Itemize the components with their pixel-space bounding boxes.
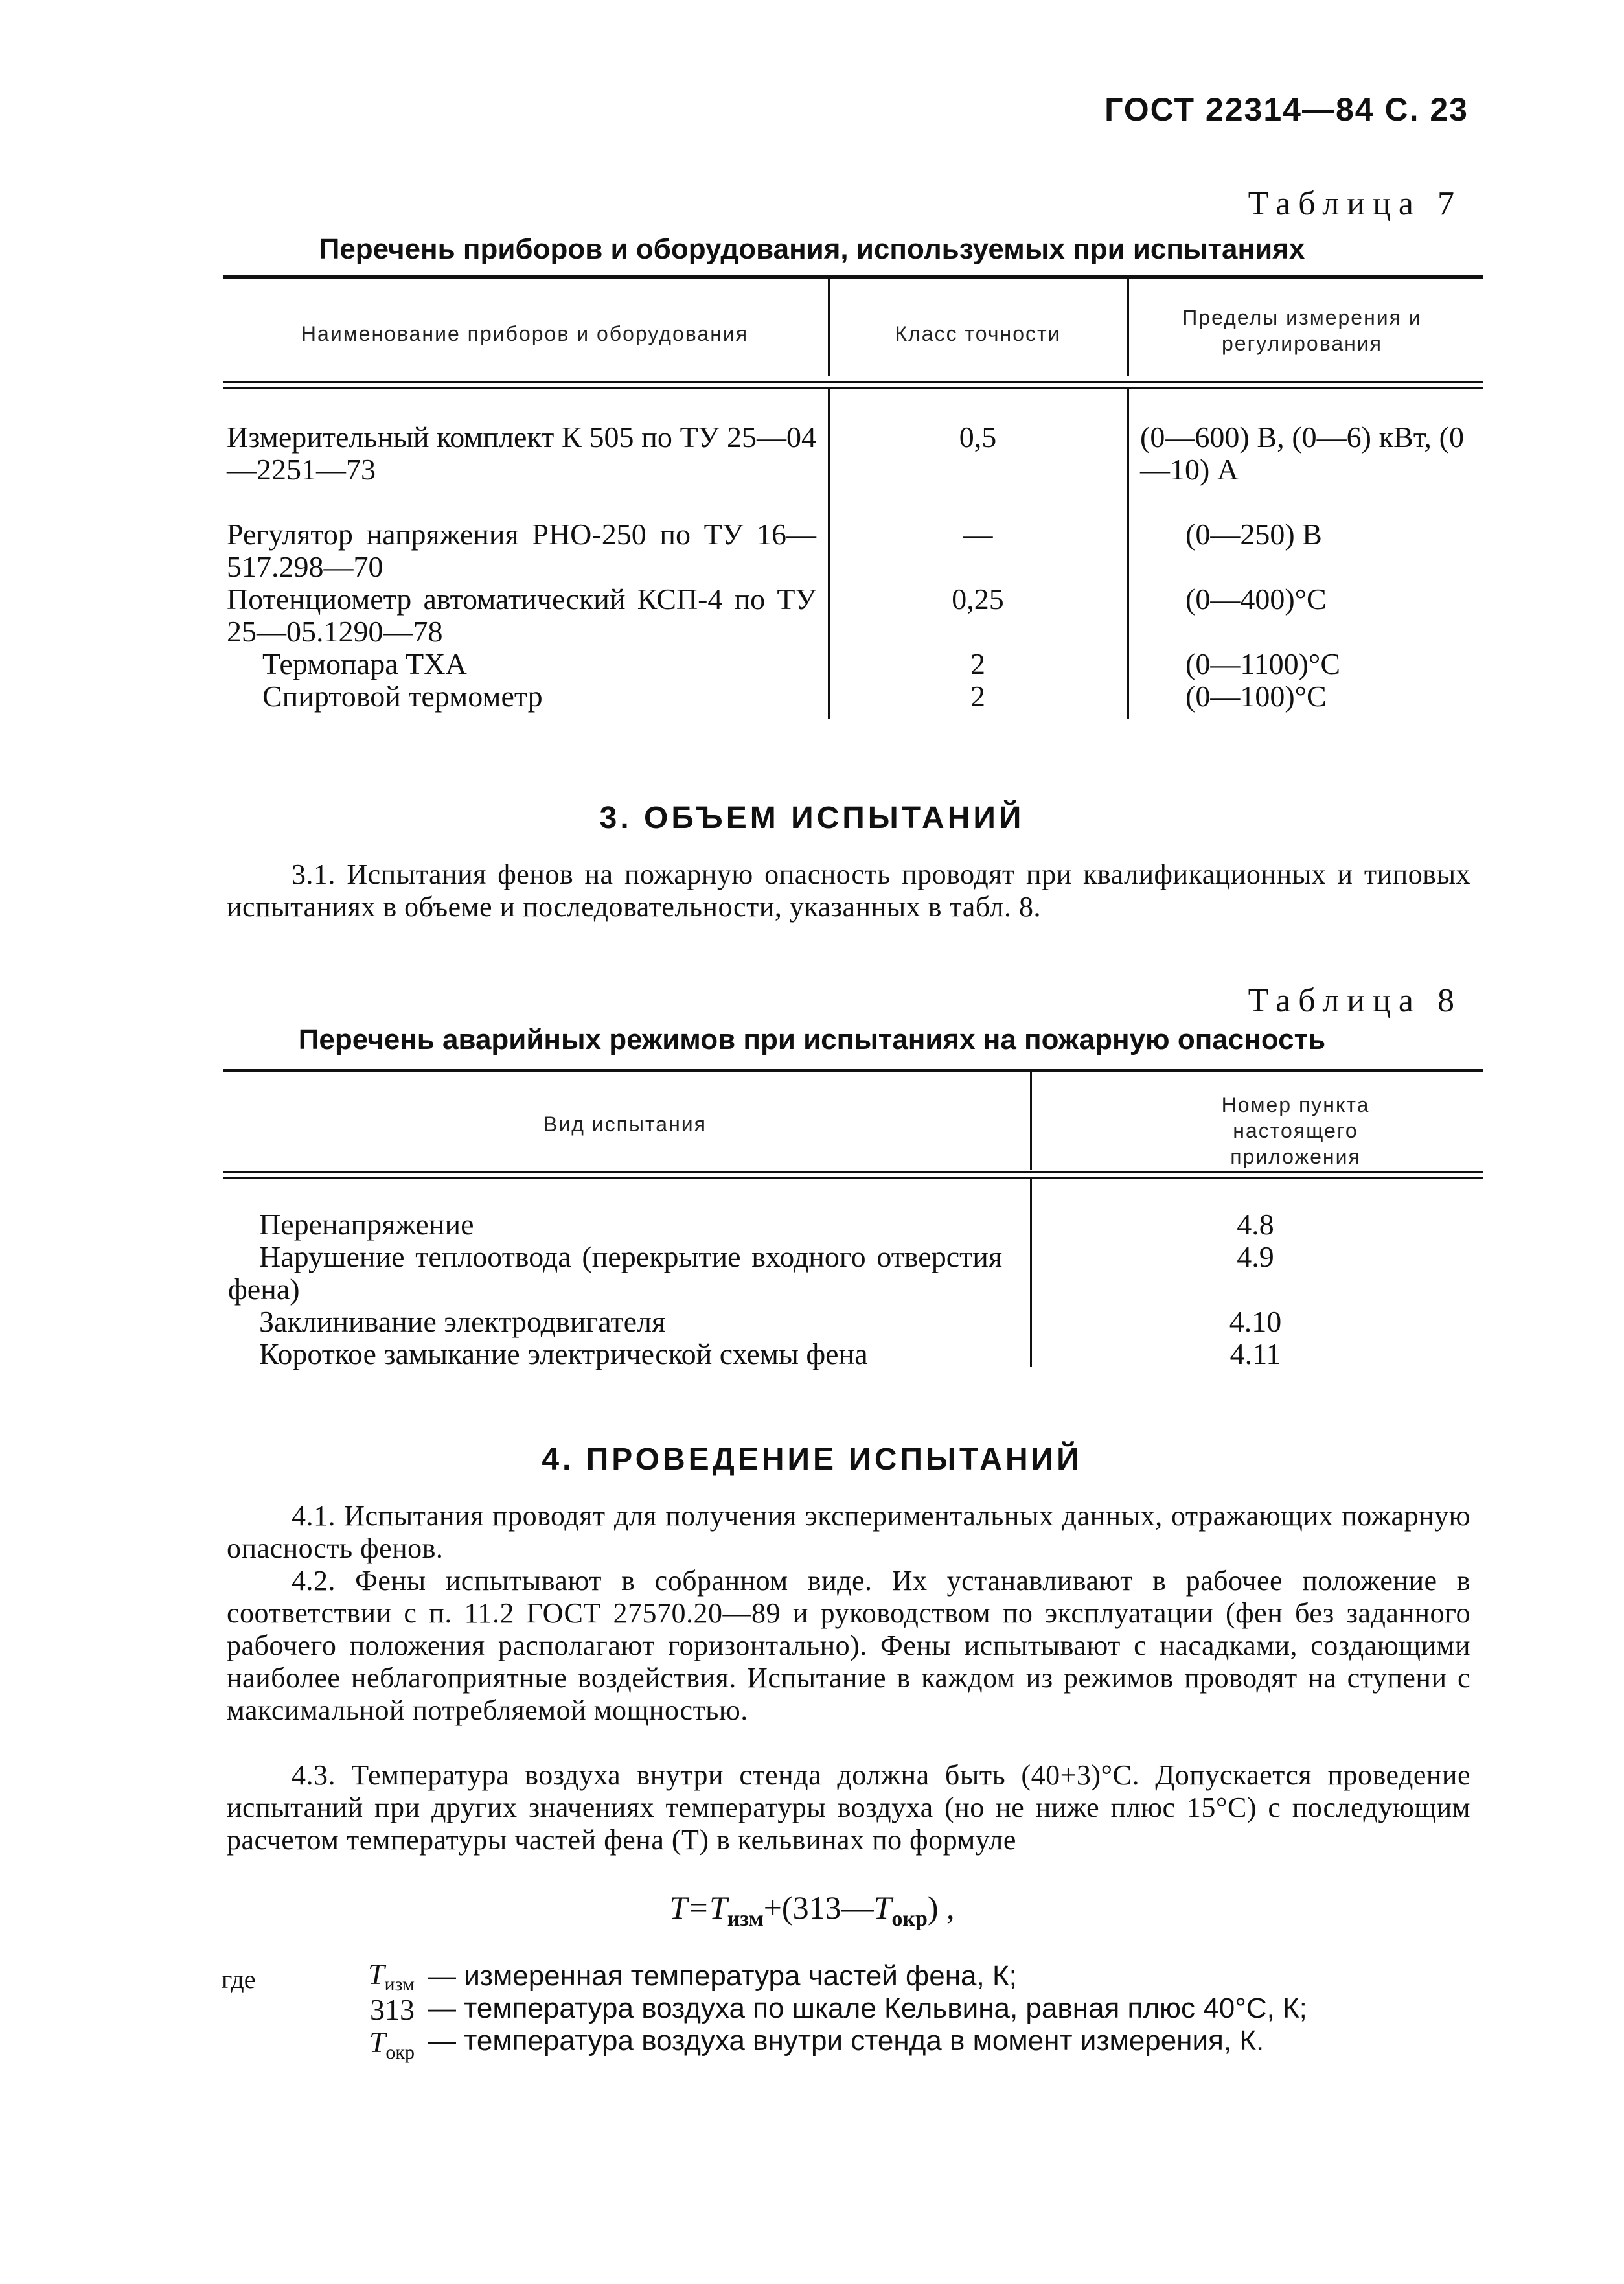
formula-plus: +(313—: [763, 1889, 874, 1926]
table-8-row-2-item: 4.9: [1237, 1240, 1274, 1273]
table-8-col-divider: [1030, 1072, 1032, 1170]
table-7-row-4-accuracy: 2: [970, 647, 985, 680]
formula-t2-sub: окр: [891, 1907, 928, 1931]
temperature-formula: [0, 1889, 1624, 1932]
table-7-header-rule-1: [223, 381, 1483, 383]
table-8-header-rule-1: [223, 1171, 1483, 1173]
formula-t1-sub: изм: [727, 1907, 764, 1931]
table-7-row-1-name: Измерительный комплект К 505 по ТУ 25—04—2251—73: [227, 421, 816, 486]
section-4-paragraph-2: 4.2. Фены испытывают в собранном виде. Их устанавливают в рабочее положение в соответствии с п. 11.2 ГОСТ 27570.20—89 и руководством по эксплуатации (фен без заданного рабочего положения располагают горизонтально). Фены испытывают с насадками, создающими наиболее неблагоприятные воздействия. Испытание в каждом из режимов проводят на ступени с максимальной потребляемой мощностью.: [227, 1565, 1470, 1726]
table-8-title: Перечень аварийных режимов при испытаниях на пожарную опасность: [298, 1024, 1326, 1055]
table-7-row-4-range: (0—1100)°С: [1185, 647, 1341, 680]
table-8-row-4-item: 4.11: [1229, 1337, 1281, 1370]
table-7-title: Перечень приборов и оборудования, используемых при испытаниях: [319, 233, 1305, 265]
table-8-top-rule: [223, 1069, 1483, 1072]
table-7-col-divider-1: [828, 279, 830, 376]
page-header: ГОСТ 22314—84 С. 23: [1104, 91, 1469, 128]
table-7-header-rule-2: [223, 387, 1483, 389]
table-8-row-1-name: Перенапряжение: [259, 1208, 474, 1241]
table-8-row-4-name: Короткое замыкание электрической схемы фена: [259, 1337, 868, 1370]
table-7-header-name: Наименование приборов и оборудования: [301, 322, 749, 345]
definition-3-text: — температура воздуха внутри стенда в момент измерения, К.: [428, 2025, 1264, 2057]
table-7-header-range: Пределы измерения и регулирования: [1182, 306, 1422, 355]
formula-close: ) ,: [927, 1889, 955, 1926]
formula-t2: T: [873, 1889, 892, 1926]
table-7-row-5-range: (0—100)°С: [1185, 680, 1327, 713]
table-8-header-item: Номер пункта настоящего приложения: [1221, 1093, 1370, 1168]
table-7-body-divider-1: [828, 389, 830, 719]
table-7-row-5-accuracy: 2: [970, 680, 985, 713]
section-4-paragraph-3: 4.3. Температура воздуха внутри стенда должна быть (40+3)°С. Допускается проведение испытаний при других значениях температуры воздуха (но не ниже плюс 15°С) с последующим расчетом температуры частей фена (T) в кельвинах по формуле: [227, 1759, 1470, 1856]
table-8-row-2-name: Нарушение теплоотвода (перекрытие входного отверстия фена): [228, 1240, 1002, 1306]
table-7-row-3-name: Потенциометр автоматический КСП-4 по ТУ 25—05.1290—78: [227, 583, 816, 648]
table-7-row-3-accuracy: 0,25: [952, 583, 1004, 616]
table-7-row-2-accuracy: —: [963, 518, 993, 551]
table-7-row-3-range: (0—400)°С: [1185, 583, 1327, 616]
definition-1-text: — измеренная температура частей фена, К;: [428, 1960, 1017, 1992]
table-7-number: Таблица 7: [1248, 185, 1462, 222]
definition-2-term: 313: [370, 1993, 415, 2026]
definition-where: где: [222, 1965, 256, 1994]
definition-3-term: $T_{окр}$: [369, 2025, 415, 2064]
table-7-header-accuracy: Класс точности: [895, 322, 1061, 345]
section-3-heading: 3. ОБЪЕМ ИСПЫТАНИЙ: [599, 801, 1025, 835]
definition-1-term: $T_{изм}$: [367, 1957, 415, 1996]
table-7-row-5-name: Спиртовой термометр: [262, 680, 543, 713]
table-8-number: Таблица 8: [1248, 982, 1462, 1019]
definition-2-text: — температура воздуха по шкале Кельвина, равная плюс 40°С, К;: [428, 1992, 1307, 2024]
table-8-row-3-item: 4.10: [1229, 1305, 1282, 1338]
section-4-paragraph-1: 4.1. Испытания проводят для получения экспериментальных данных, отражающих пожарную опасность фенов.: [227, 1500, 1470, 1564]
table-7-col-divider-2: [1127, 279, 1129, 376]
section-3-paragraph-1: 3.1. Испытания фенов на пожарную опасность проводят при квалификационных и типовых испытаниях в объеме и последовательности, указанных в табл. 8.: [227, 859, 1470, 923]
table-7-top-rule: [223, 275, 1483, 279]
table-7-row-2-name: Регулятор напряжения РНО-250 по ТУ 16—517.298—70: [227, 518, 816, 583]
table-8-header-name: Вид испытания: [543, 1113, 707, 1136]
formula-lhs: T: [669, 1889, 688, 1926]
table-8-row-3-name: Заклинивание электродвигателя: [259, 1305, 666, 1338]
table-7-row-4-name: Термопара ТХА: [262, 647, 467, 680]
table-8-row-1-item: 4.8: [1237, 1208, 1274, 1241]
table-7-row-1-accuracy: 0,5: [959, 421, 997, 454]
table-8-header-rule-2: [223, 1177, 1483, 1179]
formula-eq: =: [687, 1889, 709, 1926]
table-7-row-2-range: (0—250) В: [1185, 518, 1322, 551]
section-4-heading: 4. ПРОВЕДЕНИЕ ИСПЫТАНИЙ: [542, 1442, 1082, 1477]
table-7-body-divider-2: [1127, 389, 1129, 719]
formula-t1: T: [709, 1889, 727, 1926]
table-7-row-1-range: (0—600) В, (0—6) кВт, (0—10) А: [1140, 421, 1464, 486]
